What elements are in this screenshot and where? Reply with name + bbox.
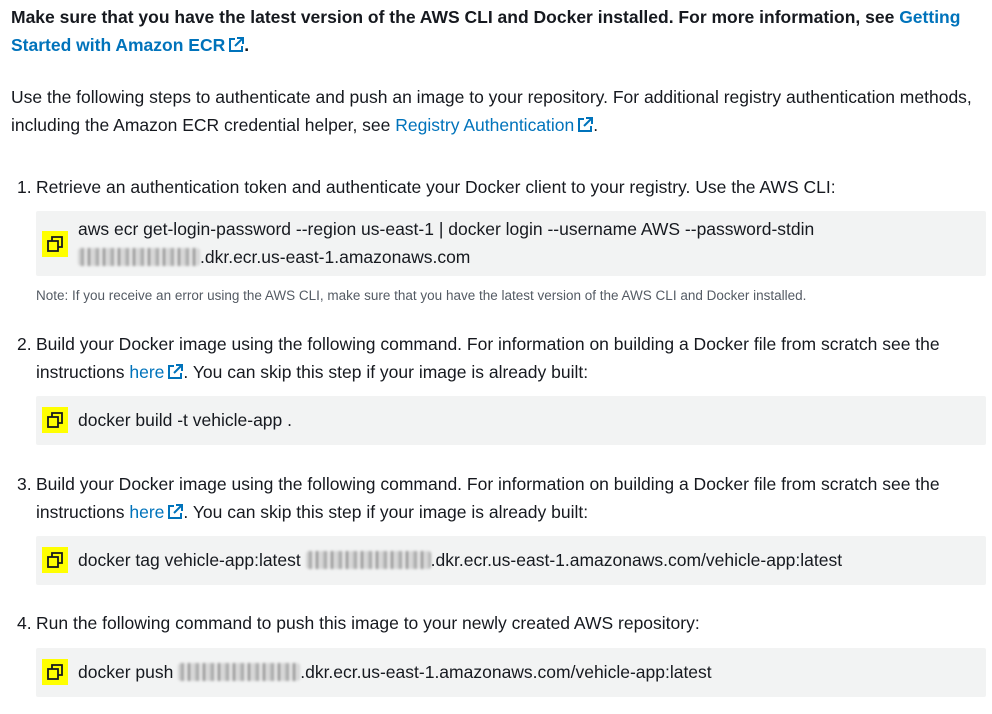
step-number: 3.: [17, 474, 32, 494]
code-block-tag: [36, 536, 986, 585]
external-link-icon: [167, 364, 183, 380]
intro-tail: .: [244, 35, 250, 55]
external-link-icon: [577, 117, 593, 133]
step-text-after: . You can skip this step if your image is already built:: [183, 362, 589, 382]
here-link-label: here: [129, 362, 165, 382]
copy-icon: [47, 236, 63, 252]
step-text: [36, 470, 986, 526]
code-block-build: [36, 396, 986, 445]
login-command: [78, 215, 976, 271]
instructions-here-link[interactable]: [129, 502, 183, 522]
auth-text: Use the following steps to authenticate and push an image to your repository. For additional registry authentication methods, including the Amazon ECR credential helper, see: [11, 87, 972, 135]
copy-button[interactable]: [42, 407, 68, 433]
build-command: docker build -t vehicle-app .: [78, 410, 292, 430]
step-text: Retrieve an authentication token and authenticate your Docker client to your registry. Use the AWS CLI:: [36, 177, 836, 197]
step-text-after: . You can skip this step if your image is already built:: [183, 502, 589, 522]
intro-text: Make sure that you have the latest version of the AWS CLI and Docker installed. For more information, see: [11, 7, 895, 27]
registry-authentication-link-label: Registry Authentication: [395, 115, 575, 135]
copy-icon: [47, 552, 63, 568]
copy-button[interactable]: [42, 659, 68, 685]
step-4: [11, 609, 986, 637]
step-text-before: Build your Docker image using the following command. For information on building a Docker file from scratch see the instructions: [36, 474, 940, 522]
step-number: 1.: [17, 177, 32, 197]
instructions-here-link[interactable]: [129, 362, 183, 382]
external-link-icon: [228, 37, 244, 53]
here-link-label: here: [129, 502, 165, 522]
step-3: [11, 470, 986, 526]
registry-authentication-link[interactable]: [395, 115, 593, 135]
getting-started-link-label: Getting Started with Amazon ECR: [11, 7, 961, 55]
copy-icon: [47, 412, 63, 428]
step-text-before: Build your Docker image using the following command. For information on building a Docker file from scratch see the instructions: [36, 334, 940, 382]
code-block-push: [36, 648, 986, 697]
push-command-suffix: .dkr.ecr.us-east-1.amazonaws.com/vehicle-app:latest: [300, 662, 712, 682]
tag-command: [78, 546, 976, 574]
copy-icon: [47, 664, 63, 680]
redacted-account-id: [178, 663, 300, 681]
redacted-account-id: [306, 551, 431, 569]
step-number: 2.: [17, 334, 32, 354]
cli-error-note: Note: If you receive an error using the AWS CLI, make sure that you have the latest version of the AWS CLI and Docker installed.: [36, 288, 807, 303]
step-number: 4.: [17, 613, 32, 633]
login-command-line2: [78, 243, 976, 271]
redacted-account-id: [78, 248, 200, 266]
login-command-registry: .dkr.ecr.us-east-1.amazonaws.com: [200, 247, 471, 267]
step-1: [11, 173, 986, 201]
copy-button[interactable]: [42, 231, 68, 257]
step-text: [36, 330, 986, 386]
step-text: Run the following command to push this image to your newly created AWS repository:: [36, 613, 700, 633]
login-command-line1: aws ecr get-login-password --region us-east-1 | docker login --username AWS --password-stdin: [78, 219, 815, 239]
tag-command-prefix: docker tag vehicle-app:latest: [78, 550, 301, 570]
push-command-prefix: docker push: [78, 662, 174, 682]
auth-paragraph: [11, 83, 986, 139]
step-2: [11, 330, 986, 386]
intro-paragraph: [11, 3, 986, 59]
external-link-icon: [167, 504, 183, 520]
copy-button[interactable]: [42, 547, 68, 573]
tag-command-suffix: .dkr.ecr.us-east-1.amazonaws.com/vehicle-app:latest: [430, 550, 843, 570]
code-block-login: [36, 211, 986, 276]
auth-tail: .: [593, 115, 599, 135]
push-command: [78, 658, 976, 686]
